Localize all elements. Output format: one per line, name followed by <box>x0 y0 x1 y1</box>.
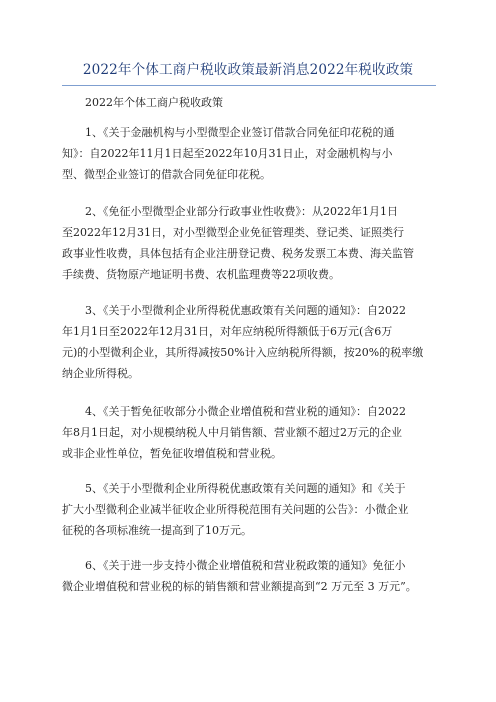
paragraph-line: 政事业性收费，具体包括有企业注册登记费、税务发票工本费、海关监管 <box>62 247 414 260</box>
paragraph-line: 至2022年12月31日，对小型微型企业免征管理类、登记类、证照类行 <box>62 226 404 239</box>
paragraph-2 <box>62 201 450 285</box>
title-divider <box>62 85 436 86</box>
paragraph-3 <box>62 300 450 384</box>
page-title: 2022年个体工商户税收政策最新消息2022年税收政策 <box>82 62 414 78</box>
paragraph-6 <box>62 555 450 597</box>
paragraph-line: 纳企业所得税。 <box>62 367 139 380</box>
paragraph-line: 6、《关于进一步支持小微企业增值税和营业税政策的通知》免征小 <box>85 559 406 572</box>
paragraph-line: 3、《关于小型微利企业所得税优惠政策有关问题的通知》：自2022 <box>85 304 406 317</box>
paragraph-line: 手续费、货物原产地证明书费、农机监理费等22项收费。 <box>62 268 340 281</box>
paragraph-line: 4、《关于暂免征收部分小微企业增值税和营业税的通知》：自2022 <box>85 405 406 418</box>
paragraph-line: 微企业增值税和营业税的标的销售额和营业额提高到“2 万元至 3 万元”。 <box>62 580 417 593</box>
paragraph-line: 2、《免征小型微型企业部分行政事业性收费》：从2022年1月1日 <box>85 205 398 218</box>
paragraph-line: 扩大小型微利企业减半征收企业所得税范围有关问题的公告》：小微企业 <box>62 503 409 516</box>
paragraph-line: 5、《关于小型微利企业所得税优惠政策有关问题的通知》和《关于 <box>85 482 406 495</box>
paragraph-line: 年1月1日至2022年12月31日，对年应纳税所得额低于6万元(含6万 <box>62 325 393 338</box>
paragraph-1 <box>62 122 450 185</box>
paragraph-line: 征税的各项标准统一提高到了10万元。 <box>62 524 252 537</box>
paragraph-5 <box>62 478 450 541</box>
paragraph-line: 或非企业性单位，暂免征收增值税和营业税。 <box>62 447 282 460</box>
paragraph-4 <box>62 401 450 464</box>
paragraph-line: 年8月1日起，对小规模纳税人中月销售额、营业额不超过2万元的企业 <box>62 426 402 439</box>
paragraph-line: 元)的小型微利企业，其所得减按50%计入应纳税所得额，按20%的税率缴 <box>62 346 424 359</box>
section-heading: 2022年个体工商户税收政策 <box>85 96 223 109</box>
paragraph-line: 型、微型企业签订的借款合同免征印花税。 <box>62 168 271 181</box>
paragraph-line: 1、《关于金融机构与小型微型企业签订借款合同免征印花税的通 <box>85 126 395 139</box>
paragraph-line: 知》：自2022年11月1日起至2022年10月31日止，对金融机构与小 <box>62 147 393 160</box>
